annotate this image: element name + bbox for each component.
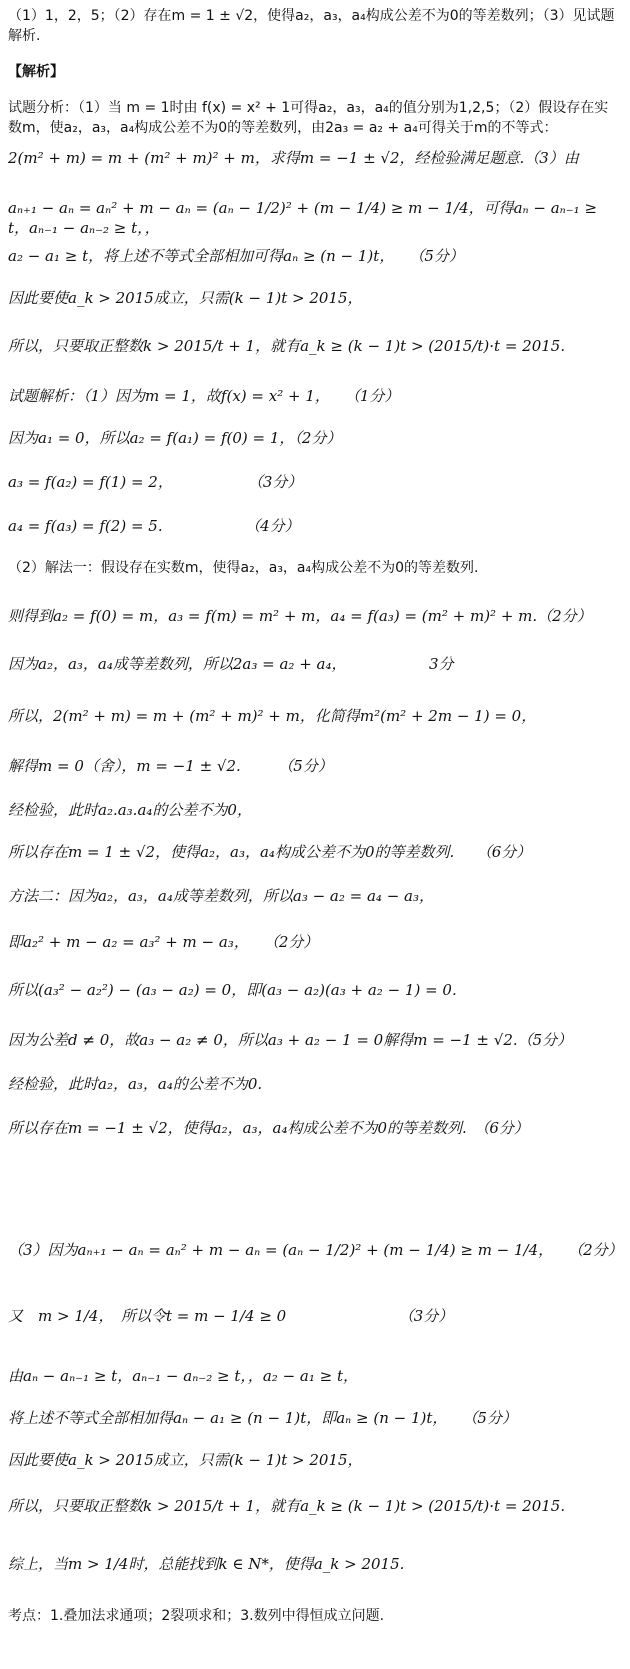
solution-line-3: a₃ = f(a₂) = f(1) = 2， （3分） xyxy=(8,473,303,491)
answer-line: （1）1，2，5；（2）存在m = 1 ± √2，使得a₂，a₃，a₄构成公差不为0的等差数列；（3）见试题解析. xyxy=(8,8,615,44)
solution-line-20: 由aₙ − aₙ₋₁ ≥ t，aₙ₋₁ − aₙ₋₂ ≥ t，，a₂ − a₁ ≥ t， xyxy=(8,1367,359,1385)
kaodian-line: 考点：1.叠加法求通项；2裂项求和；3.数列中得恒成立问题. xyxy=(8,1608,385,1624)
solution-line-10: 经检验，此时a₂.a₃.a₄的公差不为0， xyxy=(8,801,252,819)
analysis-title: 试题分析：（1）当 m = 1时由 f(x) = x² + 1可得a₂，a₃，a₄的值分别为1,2,5；（2）假设存在实数m，使a₂，a₃，a₄构成公差不为0的等差数列，由2a₃ = a₂ + a₄可得关于m的不等式： xyxy=(8,100,609,136)
analysis-eq2: aₙ₊₁ − aₙ = aₙ² + m − aₙ = (aₙ − 1/2)² + (m − 1/4) ≥ m − 1/4，可得aₙ − aₙ₋₁ ≥ t，aₙ₋₁ − aₙ₋₂ ≥ t，， xyxy=(8,199,598,237)
solution-line-9: 解得m = 0（舍），m = −1 ± √2. （5分） xyxy=(8,757,333,775)
section-heading: 【解析】 xyxy=(8,64,64,80)
solution-line-15: 因为公差d ≠ 0，故a₃ − a₂ ≠ 0，所以a₃ + a₂ − 1 = 0解得m = −1 ± √2.（5分） xyxy=(8,1031,573,1049)
solution-line-2: 因为a₁ = 0，所以a₂ = f(a₁) = f(0) = 1，（2分） xyxy=(8,429,342,447)
analysis-eq4: 因此要使a_k > 2015成立，只需(k − 1)t > 2015， xyxy=(8,289,363,307)
solution-line-5: （2）解法一：假设存在实数m，使得a₂，a₃，a₄构成公差不为0的等差数列. xyxy=(8,560,479,576)
solution-line-6: 则得到a₂ = f(0) = m，a₃ = f(m) = m² + m，a₄ = f(a₃) = (m² + m)² + m.（2分） xyxy=(8,607,592,625)
solution-line-11: 所以存在m = 1 ± √2，使得a₂，a₃，a₄构成公差不为0的等差数列. （6分） xyxy=(8,843,532,861)
solution-line-23: 所以，只要取正整数k > 2015/t + 1，就有a_k ≥ (k − 1)t > (2015/t)·t = 2015. xyxy=(8,1497,566,1515)
solution-line-19: 又 m > 1/4， 所以令t = m − 1/4 ≥ 0 （3分） xyxy=(8,1307,454,1325)
solution-line-24: 综上，当m > 1/4时，总能找到k ∈ N*，使得a_k > 2015. xyxy=(8,1555,405,1573)
solution-line-7: 因为a₂，a₃，a₄成等差数列，所以2a₃ = a₂ + a₄， 3分 xyxy=(8,655,454,673)
solution-line-22: 因此要使a_k > 2015成立，只需(k − 1)t > 2015， xyxy=(8,1451,363,1469)
solution-line-4: a₄ = f(a₃) = f(2) = 5. （4分） xyxy=(8,517,300,535)
solution-line-13: 即a₂² + m − a₂ = a₃² + m − a₃， （2分） xyxy=(8,933,319,951)
analysis-eq1: 2(m² + m) = m + (m² + m)² + m，求得m = −1 ± √2，经检验满足题意.（3）由 xyxy=(8,149,579,167)
solution-line-21: 将上述不等式全部相加得aₙ − a₁ ≥ (n − 1)t，即aₙ ≥ (n − 1)t， （5分） xyxy=(8,1409,517,1427)
solution-line-8: 所以，2(m² + m) = m + (m² + m)² + m，化简得m²(m² + 2m − 1) = 0， xyxy=(8,707,537,725)
solution-line-16: 经检验，此时a₂，a₃，a₄的公差不为0. xyxy=(8,1075,263,1093)
solution-line-12: 方法二：因为a₂，a₃，a₄成等差数列，所以a₃ − a₂ = a₄ − a₃， xyxy=(8,887,435,905)
solution-line-1: 试题解析：（1）因为m = 1，故f(x) = x² + 1， （1分） xyxy=(8,387,400,405)
analysis-eq3: a₂ − a₁ ≥ t，将上述不等式全部相加可得aₙ ≥ (n − 1)t， （5分） xyxy=(8,247,464,265)
analysis-eq5: 所以，只要取正整数k > 2015/t + 1，就有a_k ≥ (k − 1)t > (2015/t)·t = 2015. xyxy=(8,337,566,355)
solution-line-14: 所以(a₃² − a₂²) − (a₃ − a₂) = 0，即(a₃ − a₂)(a₃ + a₂ − 1) = 0. xyxy=(8,981,457,999)
solution-line-17: 所以存在m = −1 ± √2，使得a₂，a₃，a₄构成公差不为0的等差数列. （6分） xyxy=(8,1119,529,1137)
solution-line-18: （3）因为aₙ₊₁ − aₙ = aₙ² + m − aₙ = (aₙ − 1/2)² + (m − 1/4) ≥ m − 1/4， （2分） xyxy=(8,1241,623,1259)
